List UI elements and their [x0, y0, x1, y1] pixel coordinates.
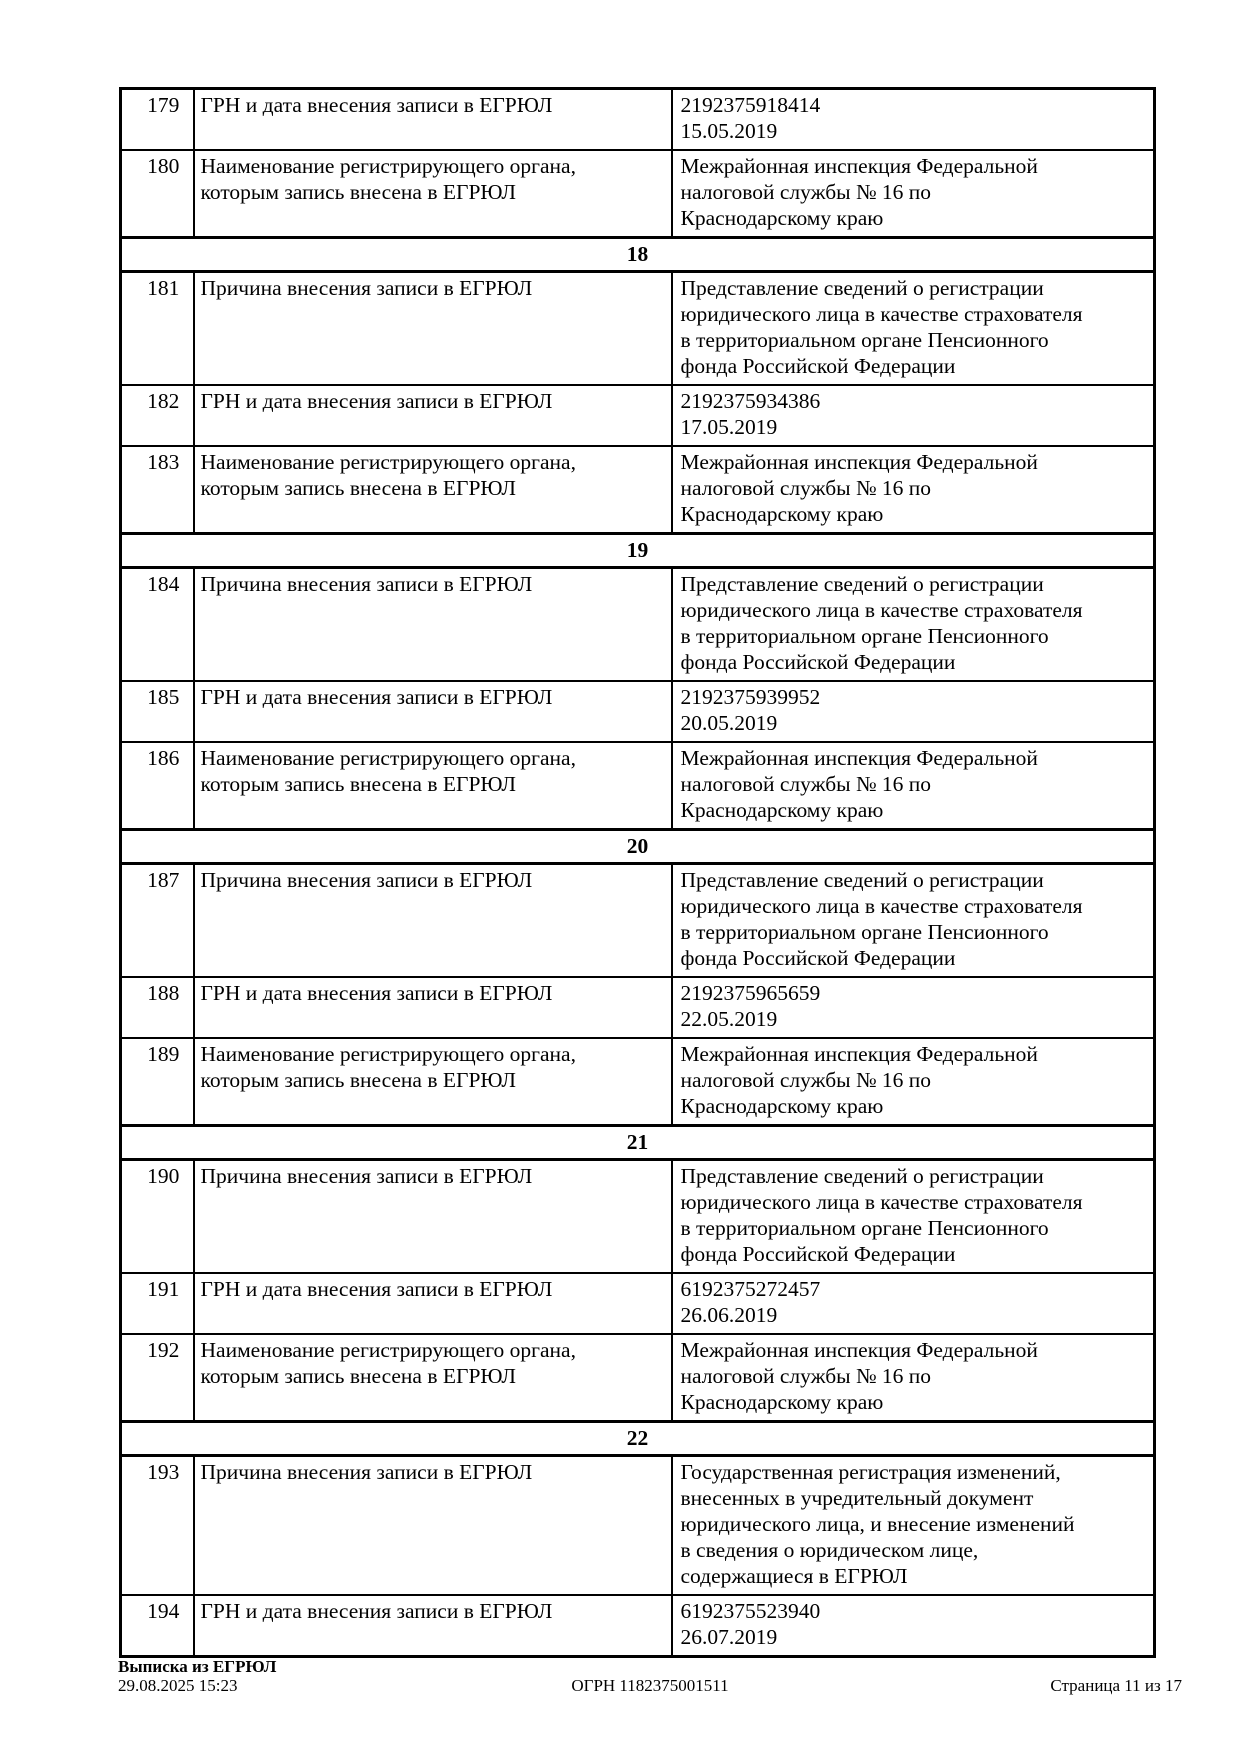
row-number-cell: 185 — [121, 681, 194, 742]
text-line: Представление сведений о регистрации — [680, 276, 1044, 300]
row-label-cell — [194, 864, 672, 978]
row-value-cell — [672, 1273, 1155, 1334]
row-value-cell — [672, 742, 1155, 830]
row-label-cell — [194, 150, 672, 238]
row-label-cell — [194, 977, 672, 1038]
row-label-cell — [194, 1595, 672, 1657]
row-value-cell — [672, 1595, 1155, 1657]
text-line: Причина внесения записи в ЕГРЮЛ — [200, 1164, 533, 1188]
text-line: которым запись внесена в ЕГРЮЛ — [200, 1364, 517, 1388]
text-line: ГРН и дата внесения записи в ЕГРЮЛ — [200, 685, 553, 709]
text-line: фонда Российской Федерации — [680, 946, 956, 970]
text-line: которым запись внесена в ЕГРЮЛ — [200, 476, 517, 500]
text-line: 2192375934386 — [680, 389, 821, 413]
row-number-cell: 191 — [121, 1273, 194, 1334]
text-line: 26.07.2019 — [680, 1625, 778, 1649]
table-row — [121, 1273, 1155, 1334]
row-number-cell: 180 — [121, 150, 194, 238]
text-line: 26.06.2019 — [680, 1303, 778, 1327]
text-line: 20.05.2019 — [680, 711, 778, 735]
text-line: Межрайонная инспекция Федеральной — [680, 1042, 1038, 1066]
row-value-cell — [672, 1160, 1155, 1274]
text-line: которым запись внесена в ЕГРЮЛ — [200, 772, 517, 796]
section-number-row — [121, 1126, 1155, 1160]
row-number-cell: 183 — [121, 446, 194, 534]
text-line: 2192375918414 — [680, 93, 821, 117]
text-line: Межрайонная инспекция Федеральной — [680, 1338, 1038, 1362]
text-line: Межрайонная инспекция Федеральной — [680, 154, 1038, 178]
text-line: Краснодарскому краю — [680, 206, 884, 230]
row-label-cell — [194, 568, 672, 682]
table-row — [121, 385, 1155, 446]
text-line: 6192375272457 — [680, 1277, 821, 1301]
row-label-cell — [194, 1038, 672, 1126]
footer-doc-title: Выписка из ЕГРЮЛ — [118, 1657, 277, 1676]
text-line: 17.05.2019 — [680, 415, 778, 439]
text-line: юридического лица в качестве страхователя — [680, 302, 1083, 326]
text-line: Краснодарскому краю — [680, 1094, 884, 1118]
text-line: юридического лица в качестве страхователя — [680, 894, 1083, 918]
row-label-cell — [194, 385, 672, 446]
section-number-cell: 19 — [121, 534, 1155, 568]
row-label-cell — [194, 742, 672, 830]
row-value-cell — [672, 1456, 1155, 1596]
text-line: ГРН и дата внесения записи в ЕГРЮЛ — [200, 389, 553, 413]
row-value-cell — [672, 568, 1155, 682]
text-line: фонда Российской Федерации — [680, 1242, 956, 1266]
row-value-cell — [672, 977, 1155, 1038]
section-number-cell: 18 — [121, 238, 1155, 272]
text-line: Представление сведений о регистрации — [680, 572, 1044, 596]
footer-ogrn: ОГРН 1182375001511 — [571, 1676, 729, 1695]
row-label-cell — [194, 1334, 672, 1422]
table-row — [121, 568, 1155, 682]
text-line: которым запись внесена в ЕГРЮЛ — [200, 1068, 517, 1092]
row-value-cell — [672, 1334, 1155, 1422]
text-line: налоговой службы № 16 по — [680, 772, 931, 796]
text-line: Наименование регистрирующего органа, — [200, 746, 576, 770]
table-row — [121, 1456, 1155, 1596]
section-number-row — [121, 534, 1155, 568]
row-number-cell: 193 — [121, 1456, 194, 1596]
section-number-cell: 21 — [121, 1126, 1155, 1160]
text-line: в территориальном органе Пенсионного — [680, 624, 1049, 648]
row-number-cell: 187 — [121, 864, 194, 978]
page-footer — [118, 1657, 1182, 1695]
text-line: содержащиеся в ЕГРЮЛ — [680, 1564, 908, 1588]
text-line: в сведения о юридическом лице, — [680, 1538, 979, 1562]
row-value-cell — [672, 681, 1155, 742]
table-row — [121, 742, 1155, 830]
row-label-cell — [194, 1273, 672, 1334]
row-number-cell: 192 — [121, 1334, 194, 1422]
section-number-row — [121, 830, 1155, 864]
row-value-cell — [672, 1038, 1155, 1126]
text-line: Причина внесения записи в ЕГРЮЛ — [200, 276, 533, 300]
row-number-cell: 189 — [121, 1038, 194, 1126]
row-number-cell: 190 — [121, 1160, 194, 1274]
section-number-row — [121, 238, 1155, 272]
text-line: в территориальном органе Пенсионного — [680, 920, 1049, 944]
text-line: ГРН и дата внесения записи в ЕГРЮЛ — [200, 93, 553, 117]
text-line: Краснодарскому краю — [680, 1390, 884, 1414]
text-line: внесенных в учредительный документ — [680, 1486, 1034, 1510]
text-line: Государственная регистрация изменений, — [680, 1460, 1061, 1484]
table-row — [121, 89, 1155, 151]
text-line: Представление сведений о регистрации — [680, 1164, 1044, 1188]
row-label-cell — [194, 446, 672, 534]
text-line: которым запись внесена в ЕГРЮЛ — [200, 180, 517, 204]
text-line: Причина внесения записи в ЕГРЮЛ — [200, 868, 533, 892]
table-row — [121, 977, 1155, 1038]
text-line: 2192375965659 — [680, 981, 821, 1005]
row-value-cell — [672, 385, 1155, 446]
table-row — [121, 864, 1155, 978]
footer-datetime: 29.08.2025 15:23 — [118, 1676, 238, 1695]
row-number-cell: 188 — [121, 977, 194, 1038]
egrul-records-table — [119, 87, 1156, 1658]
row-value-cell — [672, 89, 1155, 151]
text-line: юридического лица в качестве страхователя — [680, 1190, 1083, 1214]
row-value-cell — [672, 446, 1155, 534]
text-line: фонда Российской Федерации — [680, 650, 956, 674]
table-row — [121, 1334, 1155, 1422]
row-number-cell: 186 — [121, 742, 194, 830]
text-line: налоговой службы № 16 по — [680, 180, 931, 204]
text-line: Наименование регистрирующего органа, — [200, 450, 576, 474]
text-line: юридического лица, и внесение изменений — [680, 1512, 1075, 1536]
table-row — [121, 681, 1155, 742]
table-row — [121, 150, 1155, 238]
row-number-cell: 184 — [121, 568, 194, 682]
row-number-cell: 194 — [121, 1595, 194, 1657]
text-line: ГРН и дата внесения записи в ЕГРЮЛ — [200, 981, 553, 1005]
text-line: ГРН и дата внесения записи в ЕГРЮЛ — [200, 1599, 553, 1623]
text-line: налоговой службы № 16 по — [680, 1364, 931, 1388]
row-number-cell: 181 — [121, 272, 194, 386]
text-line: Наименование регистрирующего органа, — [200, 1338, 576, 1362]
text-line: Межрайонная инспекция Федеральной — [680, 746, 1038, 770]
text-line: 15.05.2019 — [680, 119, 778, 143]
text-line: Наименование регистрирующего органа, — [200, 1042, 576, 1066]
text-line: Краснодарскому краю — [680, 798, 884, 822]
row-label-cell — [194, 1160, 672, 1274]
text-line: ГРН и дата внесения записи в ЕГРЮЛ — [200, 1277, 553, 1301]
section-number-row — [121, 1422, 1155, 1456]
row-number-cell: 182 — [121, 385, 194, 446]
row-value-cell — [672, 272, 1155, 386]
table-row — [121, 1160, 1155, 1274]
text-line: в территориальном органе Пенсионного — [680, 328, 1049, 352]
table-row — [121, 1595, 1155, 1657]
text-line: Наименование регистрирующего органа, — [200, 154, 576, 178]
text-line: юридического лица в качестве страхователя — [680, 598, 1083, 622]
text-line: Межрайонная инспекция Федеральной — [680, 450, 1038, 474]
row-number-cell: 179 — [121, 89, 194, 151]
text-line: Представление сведений о регистрации — [680, 868, 1044, 892]
footer-page-number: Страница 11 из 17 — [1050, 1676, 1182, 1695]
text-line: 22.05.2019 — [680, 1007, 778, 1031]
section-number-cell: 20 — [121, 830, 1155, 864]
table-row — [121, 446, 1155, 534]
text-line: фонда Российской Федерации — [680, 354, 956, 378]
row-value-cell — [672, 150, 1155, 238]
text-line: налоговой службы № 16 по — [680, 1068, 931, 1092]
footer-meta-line — [118, 1676, 1182, 1695]
table-row — [121, 1038, 1155, 1126]
row-label-cell — [194, 681, 672, 742]
text-line: Причина внесения записи в ЕГРЮЛ — [200, 572, 533, 596]
text-line: 6192375523940 — [680, 1599, 821, 1623]
text-line: налоговой службы № 16 по — [680, 476, 931, 500]
text-line: Причина внесения записи в ЕГРЮЛ — [200, 1460, 533, 1484]
text-line: Краснодарскому краю — [680, 502, 884, 526]
text-line: 2192375939952 — [680, 685, 821, 709]
section-number-cell: 22 — [121, 1422, 1155, 1456]
text-line: в территориальном органе Пенсионного — [680, 1216, 1049, 1240]
row-label-cell — [194, 89, 672, 151]
row-label-cell — [194, 1456, 672, 1596]
row-label-cell — [194, 272, 672, 386]
row-value-cell — [672, 864, 1155, 978]
table-row — [121, 272, 1155, 386]
